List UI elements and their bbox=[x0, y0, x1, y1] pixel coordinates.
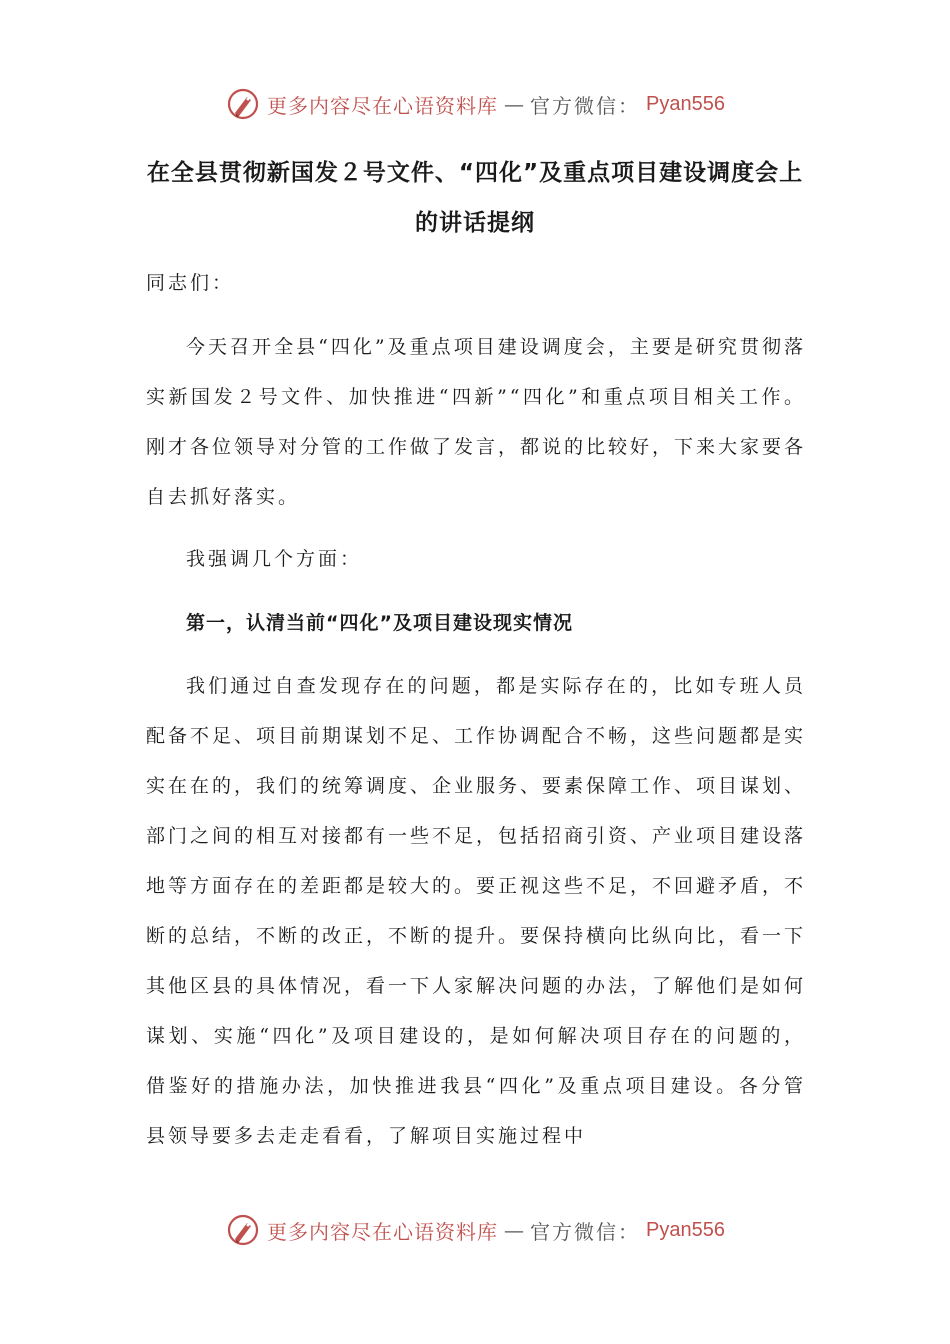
wechat-label: 官方微信： bbox=[530, 1219, 641, 1244]
wechat-label: 官方微信： bbox=[530, 93, 641, 118]
paragraph-intro: 今天召开全县“四化”及重点项目建设调度会，主要是研究贯彻落实新国发２号文件、加快推进“四新”“四化”和重点项目相关工作。刚才各位领导对分管的工作做了发言，都说的比较好，下来大家要各自去抓好落实。 bbox=[146, 336, 807, 508]
pen-nib-logo-icon bbox=[225, 86, 261, 122]
wechat-id: Pyan556 bbox=[646, 92, 725, 115]
brand-text: 更多内容尽在心语资料库 bbox=[267, 93, 499, 118]
section-heading: 第一，认清当前“四化”及项目建设现实情况 bbox=[186, 612, 573, 634]
wechat-id: Pyan556 bbox=[646, 1218, 725, 1241]
brand-text: 更多内容尽在心语资料库 bbox=[267, 1219, 499, 1244]
footer-banner bbox=[0, 1208, 950, 1252]
section-paragraph: 我们通过自查发现存在的问题，都是实际存在的，比如专班人员配备不足、项目前期谋划不足、工作协调配合不畅，这些问题都是实实在在的，我们的统筹调度、企业服务、要素保障工作、项目谋划、部门之间的相互对接都有一些不足，包括招商引资、产业项目建设落地等方面存在的差距都是较大的。要正视这些不足，不回避矛盾，不断的总结，不断的改正，不断的提升。要保持横向比纵向比，看一下其他区县的具体情况，看一下人家解决问题的办法，了解他们是如何谋划、实施“四化”及项目建设的，是如何解决项目存在的问题的，借鉴好的措施办法，加快推进我县“四化”及重点项目建设。各分管县领导要多去走走看看，了解项目实施过程中 bbox=[146, 675, 807, 1147]
header-banner bbox=[0, 82, 950, 126]
pen-nib-logo-icon bbox=[225, 1212, 261, 1248]
salutation: 同志们： bbox=[146, 272, 235, 294]
banner-separator: — bbox=[504, 1218, 525, 1242]
document-title: 在全县贯彻新国发２号文件、“四化”及重点项目建设调度会上的讲话提纲 bbox=[146, 160, 804, 236]
banner-separator: — bbox=[504, 92, 525, 116]
paragraph-emphasis: 我强调几个方面： bbox=[186, 548, 363, 570]
